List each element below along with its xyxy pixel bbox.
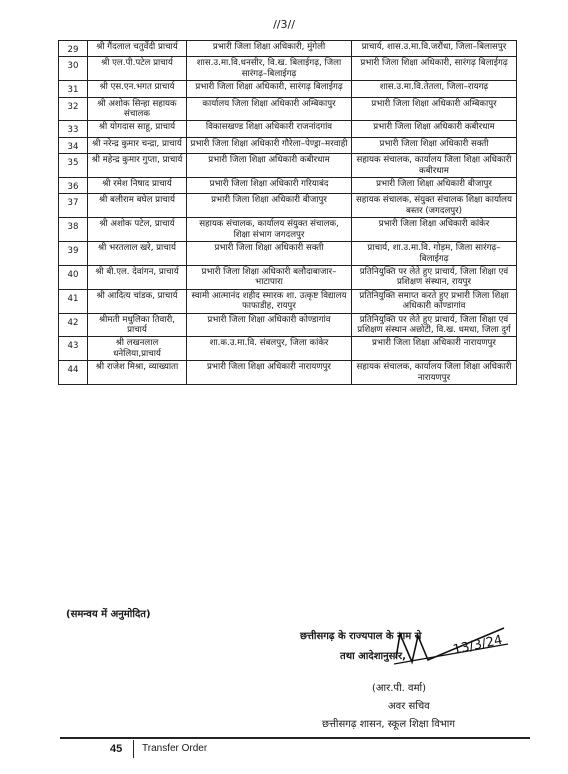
cell-name: श्री योगदास साहू, प्राचार्य <box>88 121 187 137</box>
cell-name: श्री एल.पी.पटेल प्राचार्य <box>88 57 187 81</box>
cell-current-post: प्रभारी जिला शिक्षा अधिकारी कोण्डागांव <box>187 313 352 337</box>
transfer-table <box>58 40 517 385</box>
cell-new-post: सहायक संचालक, कार्यालय जिला शिक्षा अधिकारी नारायणपुर <box>352 361 517 385</box>
cell-name: श्री एस.एन.भगत प्राचार्य <box>88 81 187 97</box>
table-row <box>59 57 517 81</box>
cell-current-post: प्रभारी जिला शिक्षा अधिकारी बलौदाबाजार– भाटापारा <box>187 265 352 289</box>
cell-new-post: प्रतिनियुक्ति समाप्त करते हुए प्रभारी जिला शिक्षा अधिकारी कोण्डागांव <box>352 289 517 313</box>
signature-image <box>392 624 512 670</box>
cell-current-post: प्रभारी जिला शिक्षा अधिकारी नारायणपुर <box>187 361 352 385</box>
cell-serial: 37 <box>59 194 88 218</box>
cell-name: श्री भरतलाल खरे, प्राचार्य <box>88 242 187 266</box>
table-row <box>59 178 517 194</box>
cell-new-post: शास.उ.मा.वि.तेतला, जिला–रायगढ़ <box>352 81 517 97</box>
table-row <box>59 121 517 137</box>
cell-name: श्री आदित्य चांडक, प्राचार्य <box>88 289 187 313</box>
cell-current-post: स्वामी आत्मानंद शहीद स्मारक शा. उत्कृष्ट विद्यालय फाफाडीह, रायपुर <box>187 289 352 313</box>
cell-name: श्री नरेन्द्र कुमार चन्द्रा, प्राचार्य <box>88 137 187 153</box>
cell-name: श्री गैंदलाल चतुर्वेदी प्राचार्य <box>88 41 187 57</box>
cell-name: श्री बलीराम बघेल प्राचार्य <box>88 194 187 218</box>
cell-current-post: शा.क.उ.मा.वि. संबलपुर, जिला कांकेर <box>187 337 352 361</box>
cell-serial: 39 <box>59 242 88 266</box>
cell-new-post: प्रभारी जिला शिक्षा अधिकारी, सारंगढ़ बिलाईगढ़ <box>352 57 517 81</box>
cell-name: श्रीमती मधुलिका तिवारी, प्राचार्य <box>88 313 187 337</box>
cell-serial: 35 <box>59 154 88 178</box>
cell-serial: 33 <box>59 121 88 137</box>
cell-name: श्री रमेश निषाद प्राचार्य <box>88 178 187 194</box>
table-row <box>59 242 517 266</box>
order-line: तथा आदेशानुसार, <box>340 651 406 662</box>
table-row <box>59 313 517 337</box>
table-row <box>59 218 517 242</box>
cell-serial: 34 <box>59 137 88 153</box>
officer-designation: अवर सचिव <box>388 701 430 712</box>
cell-current-post: प्रभारी जिला शिक्षा अधिकारी गरियाबंद <box>187 178 352 194</box>
cell-name: श्री महेन्द्र कुमार गुप्ता, प्राचार्य <box>88 154 187 178</box>
cell-name: श्री अशोक सिन्हा सहायक संचालक <box>88 97 187 121</box>
cell-new-post: प्राचार्य, शा.उ.मा.वि. गोड़म, जिला सारंगढ़–बिलाईगढ़ <box>352 242 517 266</box>
cell-new-post: प्रतिनियुक्ति पर लेते हुए प्राचार्य, जिला शिक्षा एवं प्रशिक्षण संस्थान अछोटी, वि.ख. धमधा, जिला दुर्ग <box>352 313 517 337</box>
cell-new-post: प्रभारी जिला शिक्षा अधिकारी अम्बिकापुर <box>352 97 517 121</box>
footer-label: Transfer Order <box>142 743 208 754</box>
officer-name: (आर.पी. वर्मा) <box>372 683 427 694</box>
footer-page-number: 45 <box>110 743 123 755</box>
signature-date: 13/3/24 <box>451 632 504 658</box>
cell-new-post: प्राचार्य, शास.उ.मा.वि.जरौंधा, जिला–बिलासपुर <box>352 41 517 57</box>
table-row <box>59 361 517 385</box>
cell-current-post: प्रभारी जिला शिक्षा अधिकारी गौरेला–पेण्ड्रा–मरवाही <box>187 137 352 153</box>
cell-serial: 32 <box>59 97 88 121</box>
approval-note: (समन्वय में अनुमोदित) <box>66 609 151 620</box>
cell-current-post: प्रभारी जिला शिक्षा अधिकारी, सारंगढ़ बिलाईगढ़ <box>187 81 352 97</box>
footer-divider <box>60 737 530 739</box>
cell-serial: 41 <box>59 289 88 313</box>
cell-serial: 36 <box>59 178 88 194</box>
cell-new-post: सहायक संचालक, संयुक्त संचालक शिक्षा कार्यालय बस्तर (जगदलपुर) <box>352 194 517 218</box>
cell-current-post: प्रभारी जिला शिक्षा अधिकारी कबीरधाम <box>187 154 352 178</box>
cell-name: श्री लखनलाल धनेलिया,प्राचार्य <box>88 337 187 361</box>
table-row <box>59 41 517 57</box>
cell-current-post: प्रभारी जिला शिक्षा अधिकारी बीजापुर <box>187 194 352 218</box>
table-row <box>59 137 517 153</box>
cell-serial: 40 <box>59 265 88 289</box>
department: छत्तीसगढ़ शासन, स्कूल शिक्षा विभाग <box>322 719 456 730</box>
cell-new-post: प्रभारी जिला शिक्षा अधिकारी बीजापुर <box>352 178 517 194</box>
table-row <box>59 154 517 178</box>
table-row <box>59 81 517 97</box>
table-row <box>59 265 517 289</box>
table-row <box>59 194 517 218</box>
cell-new-post: प्रभारी जिला शिक्षा अधिकारी नारायणपुर <box>352 337 517 361</box>
cell-serial: 29 <box>59 41 88 57</box>
cell-name: श्री अशोक पटेल, प्राचार्य <box>88 218 187 242</box>
footer-separator <box>133 740 134 758</box>
cell-serial: 44 <box>59 361 88 385</box>
table-row <box>59 289 517 313</box>
cell-new-post: प्रभारी जिला शिक्षा अधिकारी कबीरधाम <box>352 121 517 137</box>
governor-line: छत्तीसगढ़ के राज्यपाल के नाम से <box>300 631 422 642</box>
cell-name: श्री बी.एल. देवांगन, प्राचार्य <box>88 265 187 289</box>
cell-current-post: सहायक संचालक, कार्यालय संयुक्त संचालक, शिक्षा संभाग जगदलपुर <box>187 218 352 242</box>
cell-serial: 42 <box>59 313 88 337</box>
cell-name: श्री राजेश मिश्रा, व्याख्याता <box>88 361 187 385</box>
cell-current-post: प्रभारी जिला शिक्षा अधिकारी सक्ती <box>187 242 352 266</box>
cell-serial: 38 <box>59 218 88 242</box>
cell-serial: 31 <box>59 81 88 97</box>
table-row <box>59 97 517 121</box>
cell-current-post: कार्यालय जिला शिक्षा अधिकारी अम्बिकापुर <box>187 97 352 121</box>
cell-new-post: प्रभारी जिला शिक्षा अधिकारी कांकेर <box>352 218 517 242</box>
cell-new-post: सहायक संचालक, कार्यालय जिला शिक्षा अधिकारी कबीरधाम <box>352 154 517 178</box>
cell-current-post: प्रभारी जिला शिक्षा अधिकारी, मुंगेली <box>187 41 352 57</box>
cell-current-post: विकासखण्ड शिक्षा अधिकारी राजनांदगांव <box>187 121 352 137</box>
cell-new-post: प्रभारी जिला शिक्षा अधिकारी सक्ती <box>352 137 517 153</box>
page-marker: //3// <box>273 18 295 31</box>
table-row <box>59 337 517 361</box>
cell-serial: 30 <box>59 57 88 81</box>
cell-new-post: प्रतिनियुक्ति पर लेते हुए प्राचार्य, जिला शिक्षा एवं प्रशिक्षण संस्थान, रायपुर <box>352 265 517 289</box>
cell-serial: 43 <box>59 337 88 361</box>
cell-current-post: शास.उ.मा.वि.धनसीर, वि.ख. बिलाईगढ़, जिला सारंगढ़–बिलाईगढ़ <box>187 57 352 81</box>
